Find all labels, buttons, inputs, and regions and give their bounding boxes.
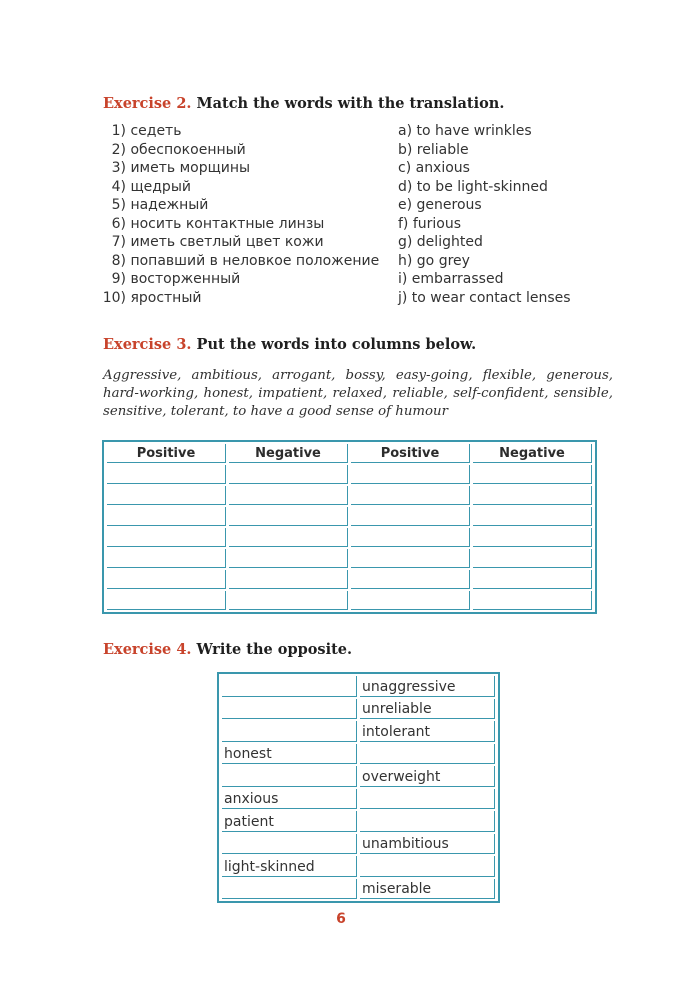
answer-cell[interactable]: [473, 570, 592, 589]
answer-cell[interactable]: [222, 676, 357, 697]
exercise-4-label: Exercise 4.: [103, 641, 192, 658]
given-word-cell: miserable: [360, 879, 495, 900]
table-row: [222, 744, 495, 765]
answer-cell[interactable]: [351, 528, 470, 547]
exercise-3-instruction: Put the words into columns below.: [196, 336, 477, 353]
answer-cell[interactable]: [107, 549, 226, 568]
answer-cell[interactable]: [229, 570, 348, 589]
answer-cell[interactable]: [473, 591, 592, 610]
answer-cell[interactable]: [229, 549, 348, 568]
answer-cell[interactable]: [473, 549, 592, 568]
answer-cell[interactable]: [473, 528, 592, 547]
russian-word: восторженный: [130, 271, 241, 287]
russian-word: иметь светлый цвет кожи: [130, 234, 324, 250]
answer-cell[interactable]: [351, 507, 470, 526]
item-number: 5): [111, 197, 126, 213]
answer-cell[interactable]: [222, 721, 357, 742]
translation-item: e) generous: [398, 197, 482, 213]
answer-cell[interactable]: [473, 486, 592, 505]
translation-item: j) to wear contact lenses: [398, 289, 571, 306]
answer-cell[interactable]: [229, 486, 348, 505]
answer-cell[interactable]: [360, 744, 495, 765]
answer-cell[interactable]: [229, 528, 348, 547]
table-row: [222, 879, 495, 900]
table-row: [107, 507, 592, 526]
answer-cell[interactable]: [360, 811, 495, 832]
table-row: [107, 486, 592, 505]
exercise-3-label: Exercise 3.: [103, 336, 192, 353]
table-row: [222, 856, 495, 877]
answer-cell[interactable]: [351, 591, 470, 610]
translation-item: b) reliable: [398, 141, 469, 158]
table-row: [222, 699, 495, 720]
given-word-cell: unambitious: [360, 834, 495, 855]
translation-item: f) furious: [398, 215, 462, 232]
answer-cell[interactable]: [473, 465, 592, 484]
table-row: [222, 789, 495, 810]
item-number: 8): [111, 252, 126, 269]
table-row: [107, 549, 592, 568]
table-row: [107, 465, 592, 484]
translation-item: d) to be light-skinned: [398, 178, 548, 195]
item-number: 1): [111, 123, 126, 139]
given-word-cell: honest: [222, 744, 357, 765]
item-number: 7): [111, 234, 126, 250]
list-item: [102, 252, 379, 271]
russian-word: надежный: [130, 197, 209, 213]
list-item: [102, 233, 379, 252]
table-row: [222, 721, 495, 742]
translation-item: a) to have wrinkles: [398, 123, 532, 139]
answer-cell[interactable]: [222, 834, 357, 855]
item-number: 6): [111, 215, 126, 232]
given-word-cell: unaggressive: [360, 676, 495, 697]
column-header: Negative: [229, 444, 348, 463]
list-item: [102, 159, 379, 178]
answer-cell[interactable]: [360, 856, 495, 877]
translation-item: i) embarrassed: [398, 271, 504, 287]
russian-word: обеспокоенный: [130, 141, 246, 158]
column-header: Positive: [107, 444, 226, 463]
english-translation-list: [398, 122, 571, 307]
answer-cell[interactable]: [222, 699, 357, 720]
answer-cell[interactable]: [229, 591, 348, 610]
list-item: [102, 122, 379, 141]
given-word-cell: patient: [222, 811, 357, 832]
opposites-table: [217, 672, 500, 903]
table-row: [107, 570, 592, 589]
list-item: [102, 270, 379, 289]
exercise-2-label: Exercise 2.: [103, 95, 192, 112]
answer-cell[interactable]: [107, 591, 226, 610]
item-number: 3): [111, 160, 126, 176]
answer-cell[interactable]: [360, 789, 495, 810]
page-number: 6: [336, 911, 346, 927]
answer-cell[interactable]: [351, 465, 470, 484]
answer-cell[interactable]: [229, 465, 348, 484]
russian-word: иметь морщины: [130, 160, 251, 176]
translation-item: h) go grey: [398, 252, 470, 269]
answer-cell[interactable]: [107, 528, 226, 547]
russian-word: яростный: [130, 289, 202, 306]
answer-cell[interactable]: [351, 486, 470, 505]
given-word-cell: unreliable: [360, 699, 495, 720]
exercise-3-title: [103, 336, 476, 353]
answer-cell[interactable]: [222, 879, 357, 900]
table-row: [222, 676, 495, 697]
exercise-4-title: [103, 641, 352, 658]
answer-cell[interactable]: [107, 465, 226, 484]
positive-negative-table: [102, 440, 597, 614]
russian-word-list: [102, 122, 379, 307]
table-row: [222, 766, 495, 787]
answer-cell[interactable]: [107, 507, 226, 526]
list-item: [102, 215, 379, 234]
russian-word: носить контактные линзы: [130, 215, 325, 232]
russian-word: попавший в неловкое положение: [130, 252, 380, 269]
table-row: [222, 834, 495, 855]
item-number: 2): [111, 141, 126, 158]
given-word-cell: overweight: [360, 766, 495, 787]
table-row: [107, 528, 592, 547]
answer-cell[interactable]: [107, 486, 226, 505]
translation-item: c) anxious: [398, 160, 470, 176]
answer-cell[interactable]: [222, 766, 357, 787]
given-word-cell: intolerant: [360, 721, 495, 742]
item-number: 9): [111, 271, 126, 287]
exercise-2-title: [103, 95, 504, 112]
column-header: Positive: [351, 444, 470, 463]
table-row: [222, 811, 495, 832]
exercise-2-instruction: Match the words with the translation.: [196, 95, 505, 112]
russian-word: седеть: [130, 123, 182, 139]
table-header-row: [107, 444, 592, 463]
answer-cell[interactable]: [473, 507, 592, 526]
item-number: 10): [102, 289, 126, 306]
list-item: [102, 289, 379, 308]
russian-word: щедрый: [130, 178, 191, 195]
answer-cell[interactable]: [107, 570, 226, 589]
translation-item: g) delighted: [398, 234, 483, 250]
column-header: Negative: [473, 444, 592, 463]
list-item: [102, 196, 379, 215]
given-word-cell: anxious: [222, 789, 357, 810]
answer-cell[interactable]: [229, 507, 348, 526]
answer-cell[interactable]: [351, 549, 470, 568]
given-word-cell: light-skinned: [222, 856, 357, 877]
list-item: [102, 141, 379, 160]
item-number: 4): [111, 178, 126, 195]
answer-cell[interactable]: [351, 570, 470, 589]
exercise-4-instruction: Write the opposite.: [196, 641, 353, 658]
word-bank: Aggressive, ambitious, arrogant, bossy, easy-going, flexible, generous, hard-working, honest, impatient, relaxed, reliable, self-confident, sensible, sensitive, tolerant, to have a good sense of humour: [103, 368, 613, 419]
list-item: [102, 178, 379, 197]
table-row: [107, 591, 592, 610]
